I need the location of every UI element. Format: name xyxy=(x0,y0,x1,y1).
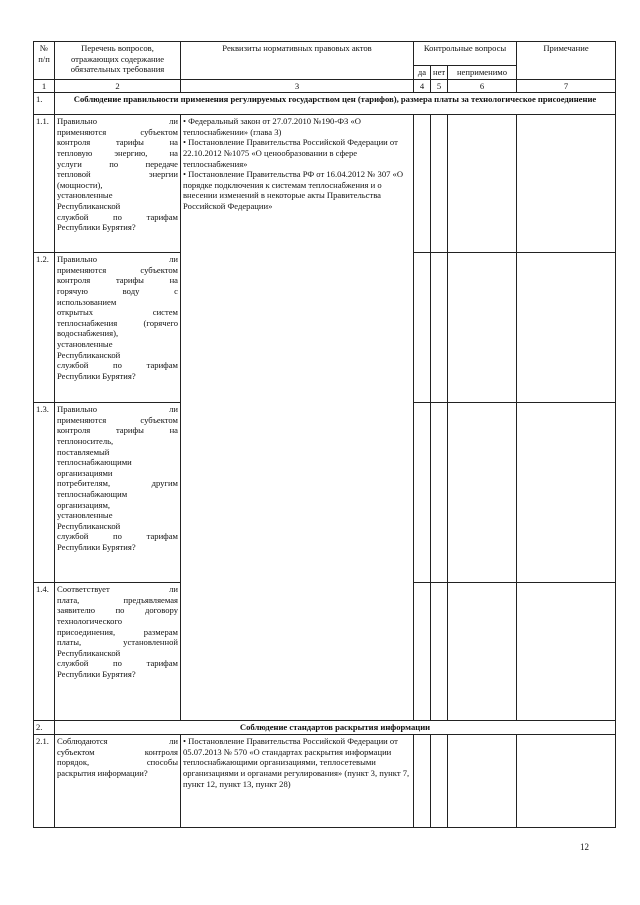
answer-yes-cell[interactable] xyxy=(414,583,431,721)
question-cell: Соблюдаются ли субъектом контроля порядок, способы раскрытия информации? xyxy=(55,735,181,828)
answer-na-cell[interactable] xyxy=(448,403,517,583)
header-yes: да xyxy=(414,66,431,80)
table-row xyxy=(34,115,616,253)
answer-no-cell[interactable] xyxy=(431,735,448,828)
row-number: 2.1. xyxy=(34,735,55,828)
checklist-table xyxy=(33,41,616,828)
table-row xyxy=(34,735,616,828)
note-cell[interactable] xyxy=(517,403,616,583)
column-number: 2 xyxy=(55,79,181,93)
header-no: нет xyxy=(431,66,448,80)
question-cell: Правильно ли применяются субъектом контроля тарифы на горячую воду с использованием открытых систем теплоснабжения (горячего водоснабжения), установленные Республиканской службой по тарифам Республики Бурятия? xyxy=(55,253,181,403)
legal-acts-cell xyxy=(181,115,414,721)
column-number: 3 xyxy=(181,79,414,93)
section-number: 1. xyxy=(34,93,55,115)
column-number: 4 xyxy=(414,79,431,93)
column-number: 5 xyxy=(431,79,448,93)
question-cell: Соответствует ли плата, предъявляемая заявителю по договору технологического присоединения, размерам платы, установленной Республиканской службой по тарифам Республики Бурятия? xyxy=(55,583,181,721)
row-number: 1.4. xyxy=(34,583,55,721)
header-row xyxy=(34,42,616,66)
section-row xyxy=(34,93,616,115)
answer-na-cell[interactable] xyxy=(448,253,517,403)
answer-na-cell[interactable] xyxy=(448,583,517,721)
row-number: 1.3. xyxy=(34,403,55,583)
column-number: 7 xyxy=(517,79,616,93)
header-na: неприменимо xyxy=(448,66,517,80)
section-title: Соблюдение правильности применения регулируемых государством цен (тарифов), размера платы за технологическое присоединение xyxy=(55,93,616,115)
answer-yes-cell[interactable] xyxy=(414,253,431,403)
answer-yes-cell[interactable] xyxy=(414,735,431,828)
header-acts: Реквизиты нормативных правовых актов xyxy=(181,42,414,80)
header-questions: Перечень вопросов, отражающих содержание обязательных требования xyxy=(55,42,181,80)
column-number: 6 xyxy=(448,79,517,93)
legal-act: • Постановление Правительства РФ от 16.04.2012 № 307 «О порядке подключения к системам теплоснабжения и о внесении изменений в некоторые акты Правительства Российской Федерации» xyxy=(183,169,404,211)
answer-no-cell[interactable] xyxy=(431,115,448,253)
note-cell[interactable] xyxy=(517,583,616,721)
answer-yes-cell[interactable] xyxy=(414,115,431,253)
answer-no-cell[interactable] xyxy=(431,253,448,403)
note-cell[interactable] xyxy=(517,253,616,403)
legal-act: • Постановление Правительства Российской Федерации от 05.07.2013 № 570 «О стандартах раскрытия информации теплоснабжающими организациями, теплосетевыми организациями и органами регулирования» (пункт 3, пункт 7, пункт 12, пункт 13, пункт 28) xyxy=(183,736,410,789)
legal-acts-cell xyxy=(181,735,414,828)
answer-na-cell[interactable] xyxy=(448,115,517,253)
column-number-row xyxy=(34,79,616,93)
header-num: № п/п xyxy=(34,42,55,80)
question-cell: Правильно ли применяются субъектом контроля тарифы на тепловую энергию, на услуги по передаче тепловой энергии (мощности), установленные Республиканской службой по тарифам Республики Бурятия? xyxy=(55,115,181,253)
answer-no-cell[interactable] xyxy=(431,403,448,583)
header-note: Примечание xyxy=(517,42,616,80)
section-row xyxy=(34,721,616,735)
note-cell[interactable] xyxy=(517,735,616,828)
header-control: Контрольные вопросы xyxy=(414,42,517,66)
legal-act: • Федеральный закон от 27.07.2010 №190-ФЗ «О теплоснабжении» (глава 3) xyxy=(183,116,361,137)
section-number: 2. xyxy=(34,721,55,735)
column-number: 1 xyxy=(34,79,55,93)
row-number: 1.1. xyxy=(34,115,55,253)
answer-yes-cell[interactable] xyxy=(414,403,431,583)
note-cell[interactable] xyxy=(517,115,616,253)
row-number: 1.2. xyxy=(34,253,55,403)
page-number: 12 xyxy=(580,842,589,852)
answer-no-cell[interactable] xyxy=(431,583,448,721)
answer-na-cell[interactable] xyxy=(448,735,517,828)
question-cell: Правильно ли применяются субъектом контроля тарифы на теплоноситель, поставляемый теплоснабжающими организациями потребителям, другим теплоснабжающим организациям, установленные Республиканской службой по тарифам Республики Бурятия? xyxy=(55,403,181,583)
section-title: Соблюдение стандартов раскрытия информации xyxy=(55,721,616,735)
legal-act: • Постановление Правительства Российской Федерации от 22.10.2012 №1075 «О ценообразовании в сфере теплоснабжения» xyxy=(183,137,398,169)
